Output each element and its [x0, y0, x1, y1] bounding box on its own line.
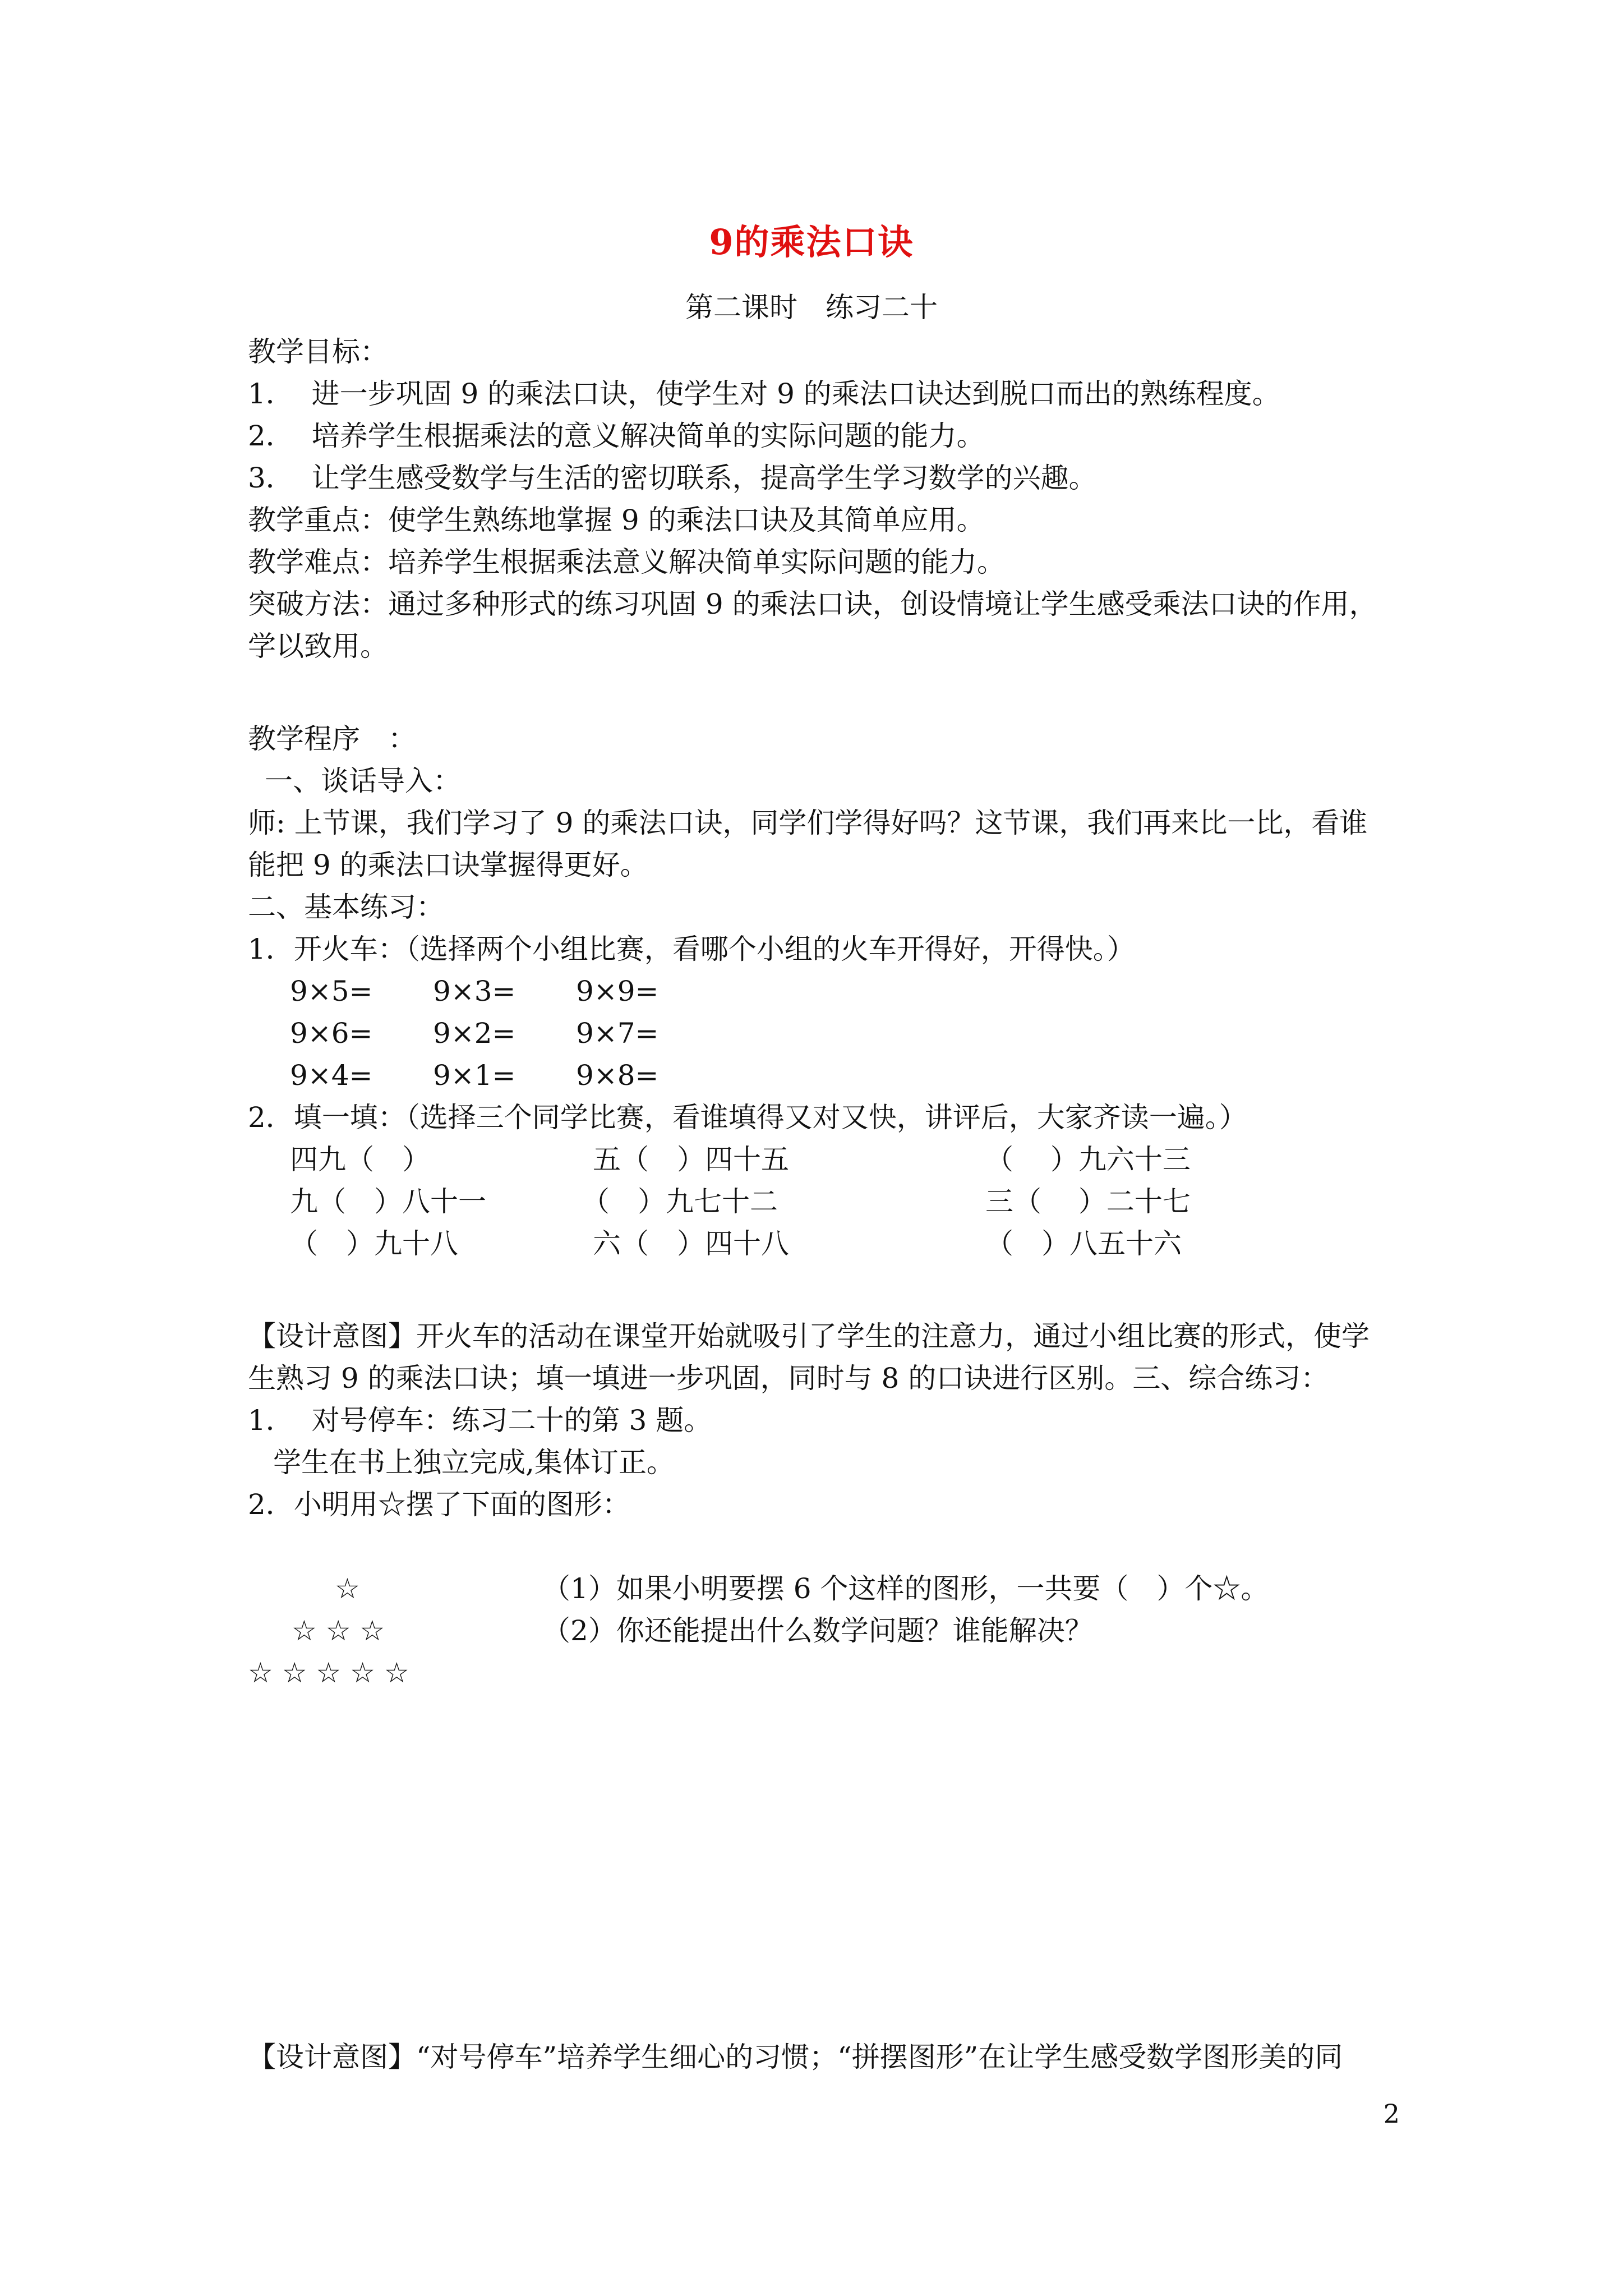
equation: 9×2= [433, 1017, 516, 1050]
equation: 9×3= [433, 975, 516, 1007]
design-intent: 【设计意图】“对号停车”培养学生细心的习惯；“拼摆图形”在让学生感受数学图形美的同 [248, 2041, 1343, 2073]
star-row: ☆ [335, 1572, 360, 1605]
exercise-title: 2．填一填：（选择三个同学比赛，看谁填得又对又快，讲评后，大家齐读一遍。） [248, 1101, 1247, 1134]
exercise-note: 学生在书上独立完成,集体订正。 [273, 1446, 675, 1479]
section-heading: 一、谈话导入： [265, 765, 461, 797]
equation: 9×6= [290, 1017, 373, 1050]
question: （2）你还能提出什么数学问题？谁能解决？ [542, 1614, 1093, 1647]
difficulty: 教学难点：培养学生根据乘法意义解决简单实际问题的能力。 [248, 546, 1005, 578]
section-heading: 二、基本练习： [248, 891, 444, 923]
method-line: 学以致用。 [248, 630, 388, 662]
star-row: ☆ ☆ ☆ ☆ ☆ [248, 1657, 409, 1689]
equation: 9×7= [576, 1017, 659, 1050]
goal-item: 1． 进一步巩固 9 的乘法口诀，使学生对 9 的乘法口诀达到脱口而出的熟练程度。 [248, 378, 1280, 410]
goal-item: 2． 培养学生根据乘法的意义解决简单的实际问题的能力。 [248, 420, 985, 452]
intro-line: 能把 9 的乘法口诀掌握得更好。 [248, 849, 648, 881]
equation: 9×4= [290, 1059, 373, 1092]
star-row: ☆ ☆ ☆ [292, 1614, 385, 1647]
design-intent: 【设计意图】开火车的活动在课堂开始就吸引了学生的注意力，通过小组比赛的形式，使学 [248, 1320, 1370, 1352]
equation: 9×9= [576, 975, 659, 1007]
page-title: 9的乘法口诀 [709, 222, 914, 263]
method-line: 突破方法：通过多种形式的练习巩固 9 的乘法口诀，创设情境让学生感受乘法口诀的作用， [248, 588, 1377, 620]
fill-blank-item: 六（ ）四十八 [593, 1227, 789, 1260]
intro-line: 师: 上节课，我们学习了 9 的乘法口诀，同学们学得好吗？这节课，我们再来比一比，看谁 [248, 807, 1368, 839]
fill-blank-item: （ ）九六十三 [985, 1143, 1191, 1176]
goals-heading: 教学目标： [248, 335, 388, 368]
lesson-subtitle: 第二课时 练习二十 [685, 291, 938, 324]
exercise-title: 1． 对号停车：练习二十的第 3 题。 [248, 1404, 712, 1437]
key-point: 教学重点：使学生熟练地掌握 9 的乘法口诀及其简单应用。 [248, 504, 985, 536]
exercise-title: 2．小明用☆摆了下面的图形： [248, 1488, 630, 1521]
equation: 9×5= [290, 975, 373, 1007]
fill-blank-item: 五（ ）四十五 [593, 1143, 789, 1176]
exercise-title: 1．开火车：（选择两个小组比赛，看哪个小组的火车开得好，开得快。） [248, 933, 1135, 965]
fill-blank-item: （ ）九七十二 [582, 1185, 778, 1218]
fill-blank-item: 三（ ）二十七 [985, 1185, 1191, 1218]
procedure-heading: 教学程序 ： [248, 723, 416, 755]
design-intent: 生熟习 9 的乘法口诀；填一填进一步巩固，同时与 8 的口诀进行区别。三、综合练习： [248, 1362, 1329, 1395]
equation: 9×8= [576, 1059, 659, 1092]
goal-item: 3． 让学生感受数学与生活的密切联系，提高学生学习数学的兴趣。 [248, 462, 1097, 494]
fill-blank-item: （ ）九十八 [290, 1227, 458, 1260]
page-number: 2 [1383, 2099, 1400, 2129]
fill-blank-item: 九（ ）八十一 [290, 1185, 486, 1218]
fill-blank-item: 四九（ ） [290, 1143, 430, 1176]
question: （1）如果小明要摆 6 个这样的图形，一共要（ ）个☆。 [542, 1572, 1269, 1605]
fill-blank-item: （ ）八五十六 [985, 1227, 1182, 1260]
equation: 9×1= [433, 1059, 516, 1092]
